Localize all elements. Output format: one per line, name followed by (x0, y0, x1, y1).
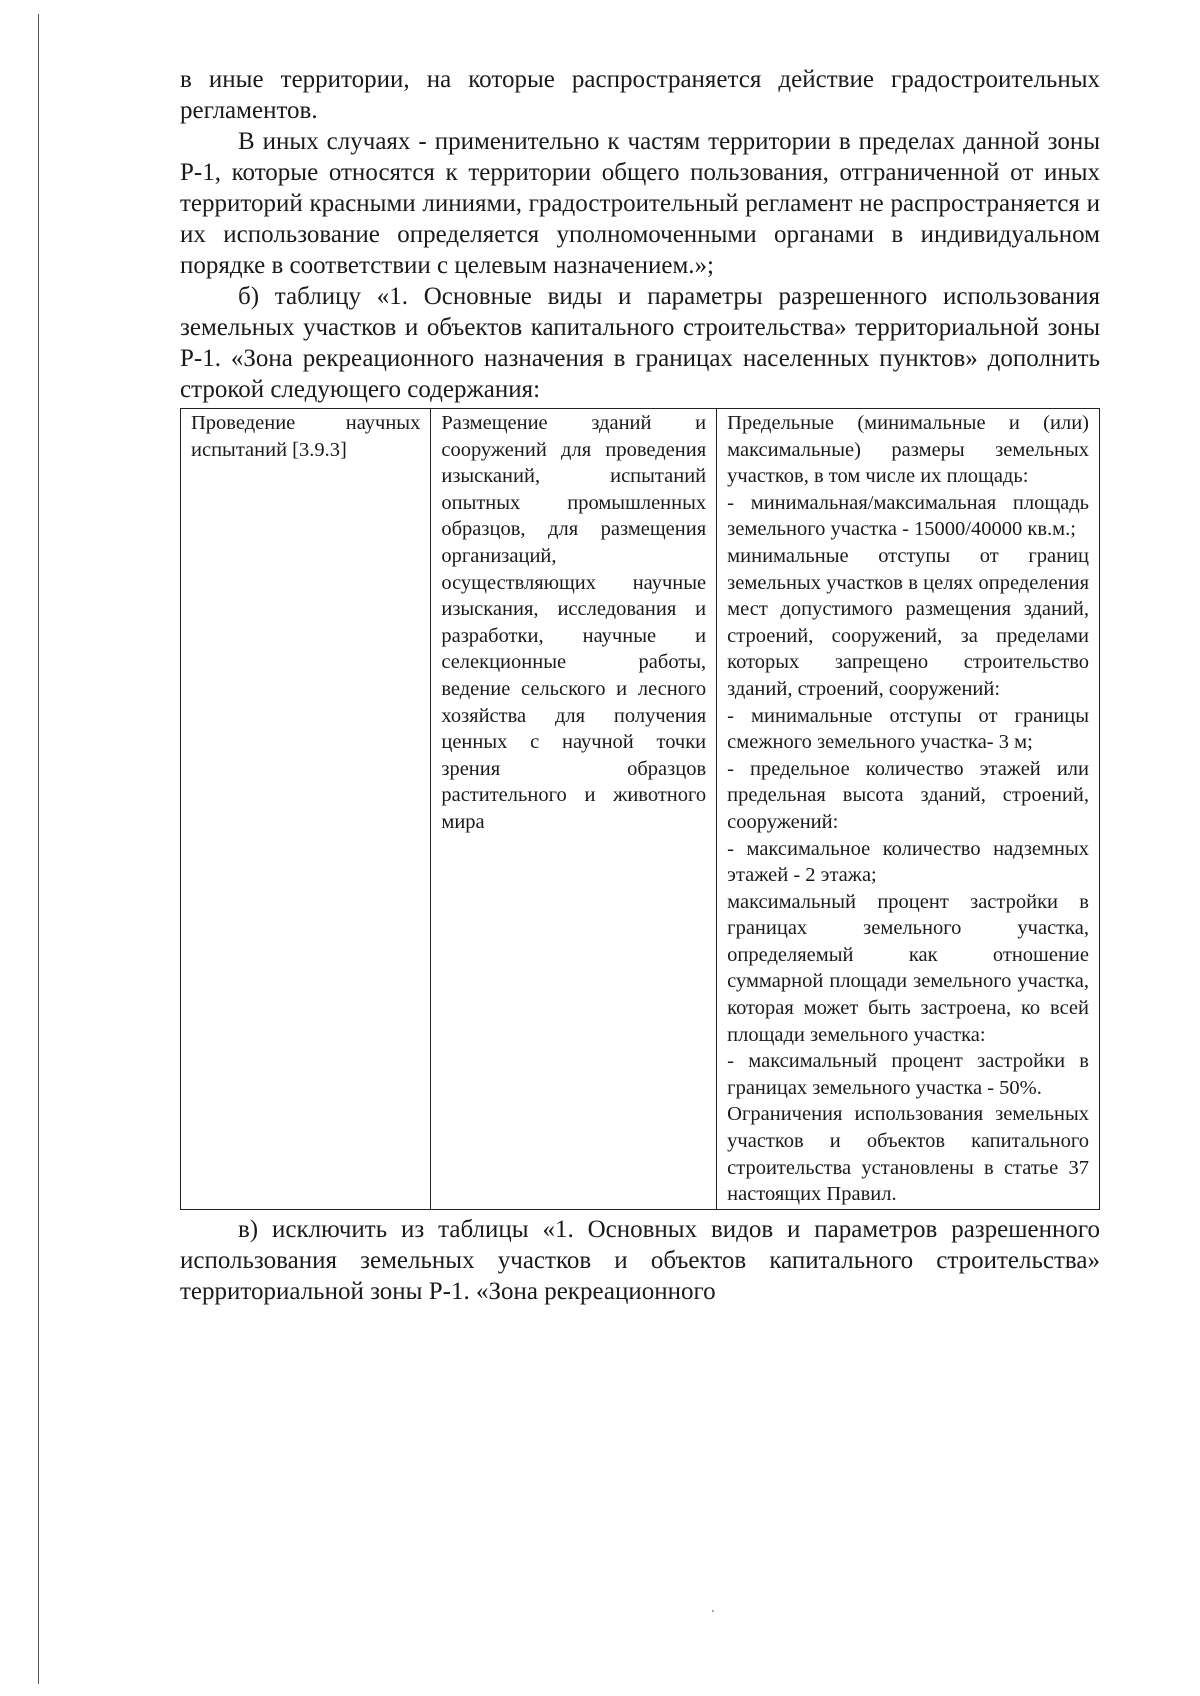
scan-speck (712, 1610, 714, 1612)
table-cell-permitted-use: Проведение научных испытаний [3.9.3] (181, 409, 431, 1210)
table-cell-parameters (717, 409, 1100, 1210)
paragraph-amendment-c: в) исключить из таблицы «1. Основных видов и параметров разрешенного использования земельных участков и объектов капитального строительства» территориальной зоны Р-1. «Зона рекреационного (180, 1215, 1100, 1305)
parameter-line: - предельное количество этажей или предельная высота зданий, строений, сооружений: (727, 757, 1089, 833)
paragraph-other-cases: В иных случаях - применительно к частям территории в пределах данной зоны Р-1, которые относятся к территории общего пользования, отграниченной от иных территорий красными линиями, градостроительный регламент не распространяется и их использование определяется уполномоченными органами в индивидуальном порядке в соответствии с целевым назначением.»; (180, 128, 1100, 279)
parameter-line: максимальный процент застройки в границах земельного участка, определяемый как отношение суммарной площади земельного участка, которая может быть застроена, ко всей площади земельного участка: (727, 890, 1089, 1046)
parameter-line: - максимальный процент застройки в границах земельного участка - 50%. (727, 1050, 1089, 1099)
paragraph-continuation: в иные территории, на которые распространяется действие градостроительных регламентов. (180, 66, 1100, 124)
paragraph-amendment-b: б) таблицу «1. Основные виды и параметры разрешенного использования земельных участков и объектов капитального строительства» территориальной зоны Р-1. «Зона рекреационного назначения в границах населенных пунктов» дополнить строкой следующего содержания: (180, 283, 1100, 403)
parameter-line: - минимальные отступы от границы смежного земельного участка- 3 м; (727, 704, 1089, 754)
document-body (180, 64, 1100, 1307)
parameter-line: Предельные (минимальные и (или) максимальные) размеры земельных участков, в том числе их площадь: (727, 412, 1089, 488)
table-cell-use-description: Размещение зданий и сооружений для проведения изысканий, испытаний опытных промышленных образцов, для размещения организаций, осуществляющих научные изыскания, исследования и разработки, научные и селекционные работы, ведение сельского и лесного хозяйства для получения ценных с научной точки зрения образцов растительного и животного мира (431, 409, 717, 1210)
binding-margin-line (38, 14, 39, 1684)
parameter-line: - минимальная/максимальная площадь земельного участка - 15000/40000 кв.м.; (727, 491, 1089, 541)
parameter-line: Ограничения использования земельных участков и объектов капитального строительства установлены в статье 37 настоящих Правил. (727, 1103, 1089, 1206)
added-table-row (180, 408, 1100, 1210)
table-row (181, 409, 1100, 1210)
parameter-line: минимальные отступы от границ земельных участков в целях определения мест допустимого размещения зданий, строений, сооружений, за пределами которых запрещено строительство зданий, строений, сооружений: (727, 544, 1089, 700)
parameter-line: - максимальное количество надземных этажей - 2 этажа; (727, 837, 1089, 887)
